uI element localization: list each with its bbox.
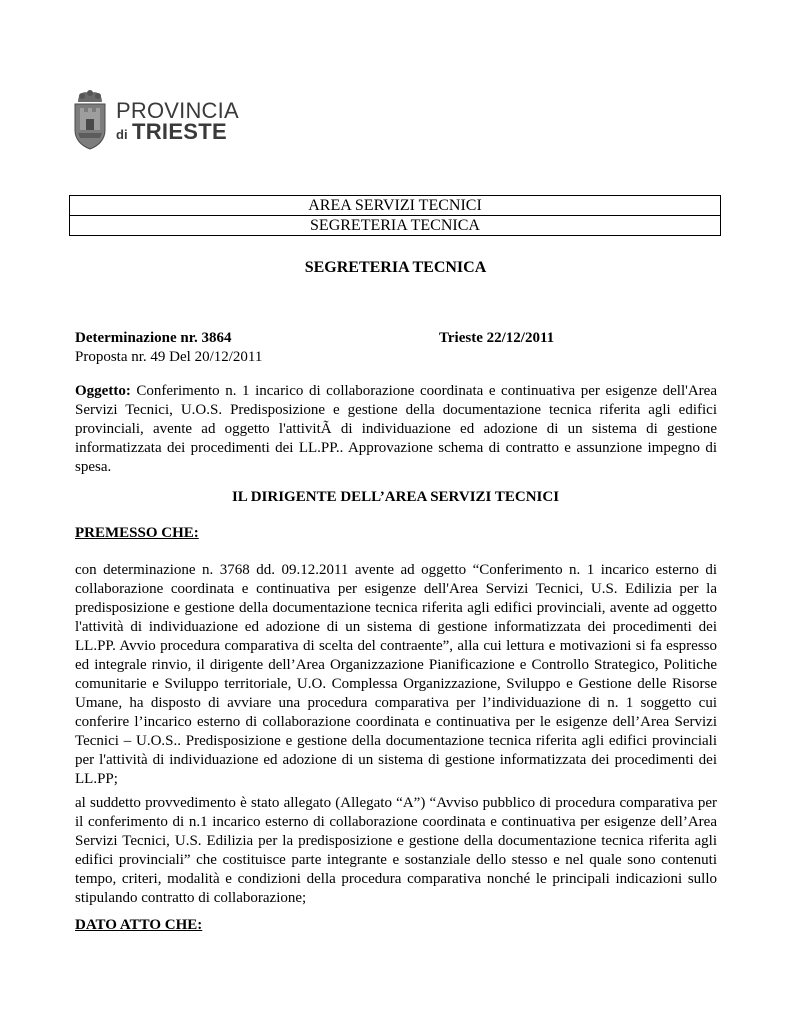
subject-label: Oggetto: xyxy=(75,383,131,399)
place-date: Trieste 22/12/2011 xyxy=(439,330,555,346)
section-heading: IL DIRIGENTE DELL’AREA SERVIZI TECNICI xyxy=(231,489,560,505)
determination-info xyxy=(75,329,262,367)
premesso-paragraph-1: con determinazione n. 3768 dd. 09.12.2011 avente ad oggetto “Conferimento n. 1 incarico esterno di collaborazione coordinata e continuativa per esigenze dell'Area Servizi Tecnici, U.S. Edilizia per la predisposizione e gestione della documentazione tecnica riferita agli edifici provinciali, avente ad oggetto l'attività di individuazione ed adozione di un sistema di gestione informatizzata dei procedimenti dei LL.PP. Avvio procedura comparativa di scelta del contraente”, alla cui lettura e motivazioni si fa espresso ed integrale rinvio, il dirigente dell’Area Organizzazione Pianificazione e Controllo Strategico, Politiche comunitarie e Sviluppo territoriale, U.O. Complessa Organizzazione, Sviluppo e Gestione delle Risorse Umane, ha disposto di avviare una procedura comparativa per l’individuazione di n. 1 soggetto cui conferire l’incarico esterno di collaborazione coordinata e continuativa per le esigenze dell’Area Servizi Tecnici – U.O.S.. Predisposizione e gestione della documentazione tecnica riferita agli edifici provinciali per l'attività di individuazione ed adozione di un sistema di gestione informatizzata dei procedimenti dei LL.PP; xyxy=(75,562,717,787)
proposal-number: Proposta nr. 49 Del 20/12/2011 xyxy=(75,349,263,365)
page-title: SEGRETERIA TECNICA xyxy=(304,259,487,276)
dato-atto-heading: DATO ATTO CHE: xyxy=(75,917,203,933)
header-area: AREA SERVIZI TECNICI xyxy=(308,197,482,214)
subject-text: Conferimento n. 1 incarico di collaborazione coordinata e continuativa per esigenze dell'Area Servizi Tecnici, U.O.S. Predisposizione e gestione della documentazione tecnica riferita agli edifici provinciali, avente ad oggetto l'attivitÃ di individuazione ed adozione di un sistema di gestione informatizzata dei procedimenti dei LL.PP.. Approvazione schema di contratto e assunzione impegno di spesa. xyxy=(75,383,717,475)
subject-paragraph xyxy=(75,382,717,477)
provincia-logo xyxy=(72,88,242,150)
logo-provincia-text: PROVINCIA xyxy=(116,98,239,123)
logo-di-text: di xyxy=(116,127,128,142)
crest-icon xyxy=(72,88,108,150)
premesso-heading: PREMESSO CHE: xyxy=(75,525,199,541)
determination-number: Determinazione nr. 3864 xyxy=(75,330,232,346)
header-office: SEGRETERIA TECNICA xyxy=(70,215,720,235)
premesso-paragraph-2: al suddetto provvedimento è stato allegato (Allegato “A”) “Avviso pubblico di procedura comparativa per il conferimento di n.1 incarico esterno di collaborazione coordinata e continuativa per esigenze dell’Area Servizi Tecnici, U.S. Edilizia per la predisposizione e gestione della documentazione tecnica riferita agli edifici provinciali” che costituisce parte integrante e sostanziale dello stesso e nel quale sono contenuti tempo, criteri, modalità e condizioni della procedura comparativa nonché le principali indicazioni sullo stipulando contratto di collaborazione; xyxy=(75,795,717,906)
header-box xyxy=(69,195,721,236)
logo-trieste-text: TRIESTE xyxy=(132,119,227,144)
